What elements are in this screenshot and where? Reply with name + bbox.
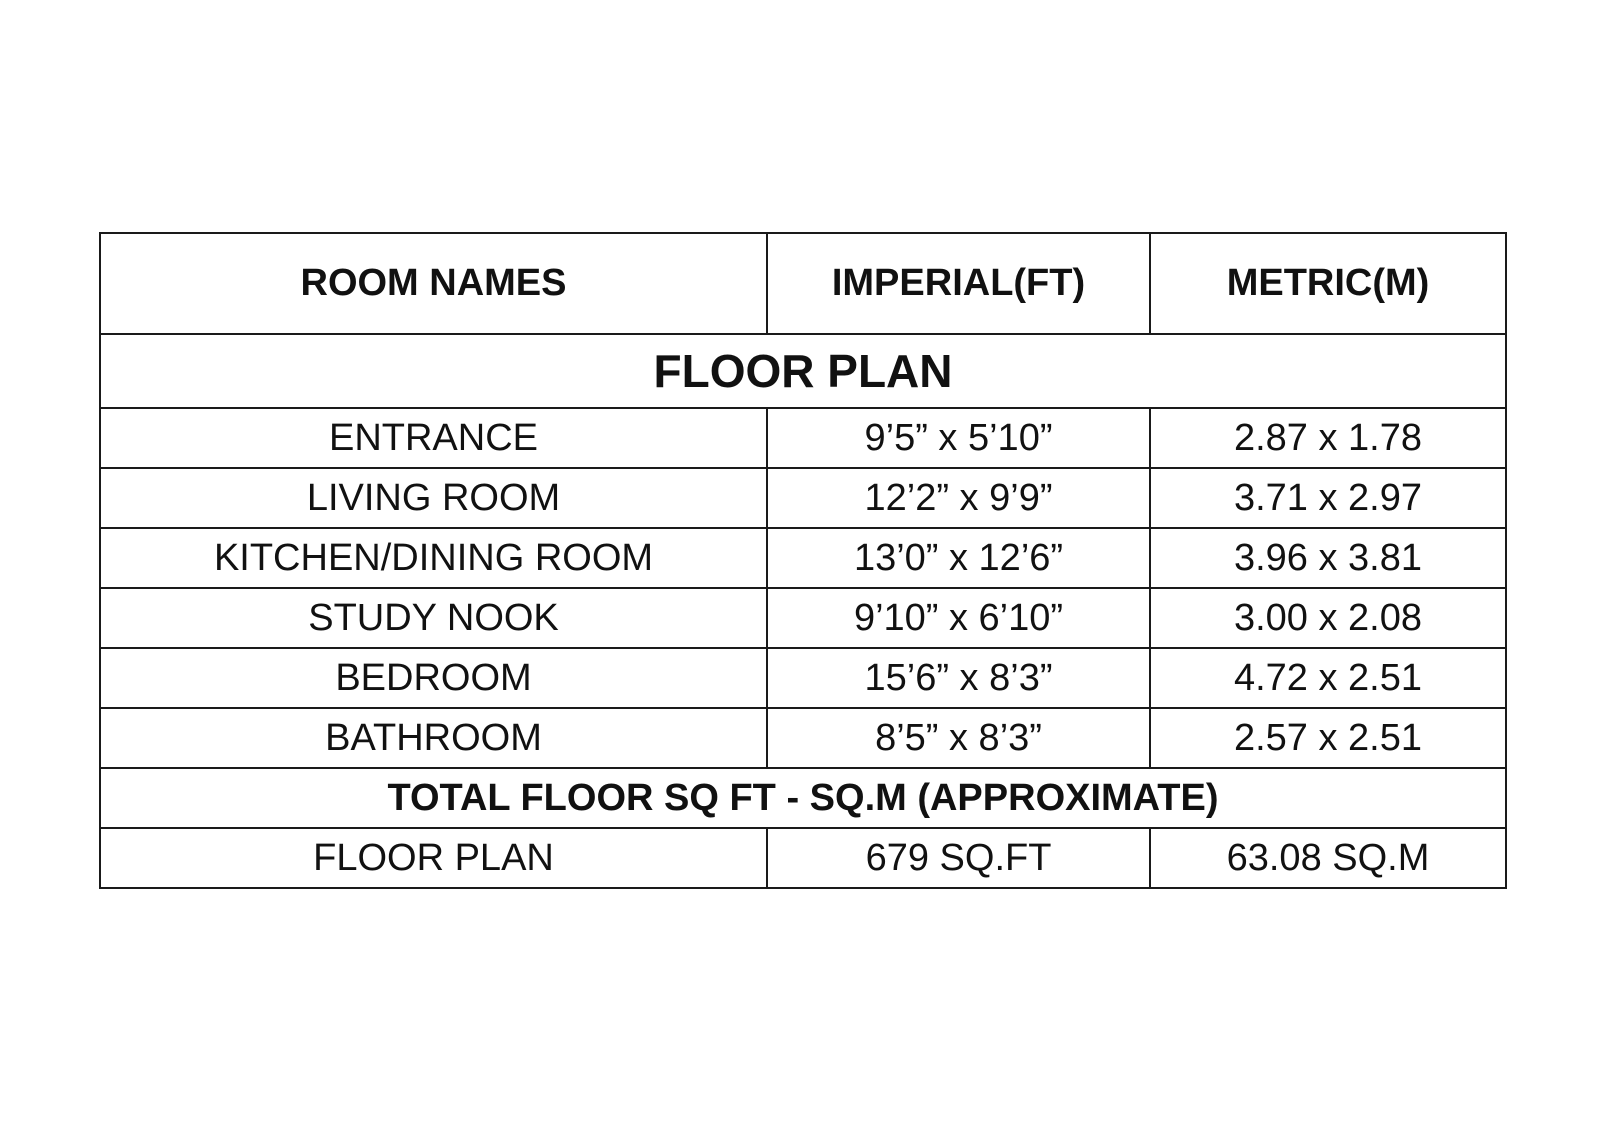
section-title: FLOOR PLAN xyxy=(100,334,1506,408)
total-title-row xyxy=(100,768,1506,828)
total-metric: 63.08 SQ.M xyxy=(1150,828,1506,888)
total-row xyxy=(100,828,1506,888)
table-row xyxy=(100,468,1506,528)
header-metric: METRIC(M) xyxy=(1150,233,1506,334)
room-name: ENTRANCE xyxy=(100,408,767,468)
table-row xyxy=(100,528,1506,588)
room-name: STUDY NOOK xyxy=(100,588,767,648)
room-imperial: 9’5” x 5’10” xyxy=(767,408,1150,468)
header-room-names: ROOM NAMES xyxy=(100,233,767,334)
room-metric: 3.71 x 2.97 xyxy=(1150,468,1506,528)
table-row xyxy=(100,648,1506,708)
total-name: FLOOR PLAN xyxy=(100,828,767,888)
room-metric: 3.96 x 3.81 xyxy=(1150,528,1506,588)
table-row xyxy=(100,708,1506,768)
total-title: TOTAL FLOOR SQ FT - SQ.M (APPROXIMATE) xyxy=(100,768,1506,828)
room-name: LIVING ROOM xyxy=(100,468,767,528)
table-row xyxy=(100,408,1506,468)
room-dimensions-table xyxy=(99,232,1507,889)
room-metric: 2.57 x 2.51 xyxy=(1150,708,1506,768)
room-name: KITCHEN/DINING ROOM xyxy=(100,528,767,588)
table-row xyxy=(100,588,1506,648)
room-metric: 4.72 x 2.51 xyxy=(1150,648,1506,708)
room-imperial: 13’0” x 12’6” xyxy=(767,528,1150,588)
header-imperial: IMPERIAL(FT) xyxy=(767,233,1150,334)
table-header-row xyxy=(100,233,1506,334)
total-imperial: 679 SQ.FT xyxy=(767,828,1150,888)
room-imperial: 15’6” x 8’3” xyxy=(767,648,1150,708)
room-metric: 3.00 x 2.08 xyxy=(1150,588,1506,648)
room-imperial: 12’2” x 9’9” xyxy=(767,468,1150,528)
room-name: BEDROOM xyxy=(100,648,767,708)
room-imperial: 9’10” x 6’10” xyxy=(767,588,1150,648)
room-name: BATHROOM xyxy=(100,708,767,768)
section-title-row xyxy=(100,334,1506,408)
room-metric: 2.87 x 1.78 xyxy=(1150,408,1506,468)
room-imperial: 8’5” x 8’3” xyxy=(767,708,1150,768)
